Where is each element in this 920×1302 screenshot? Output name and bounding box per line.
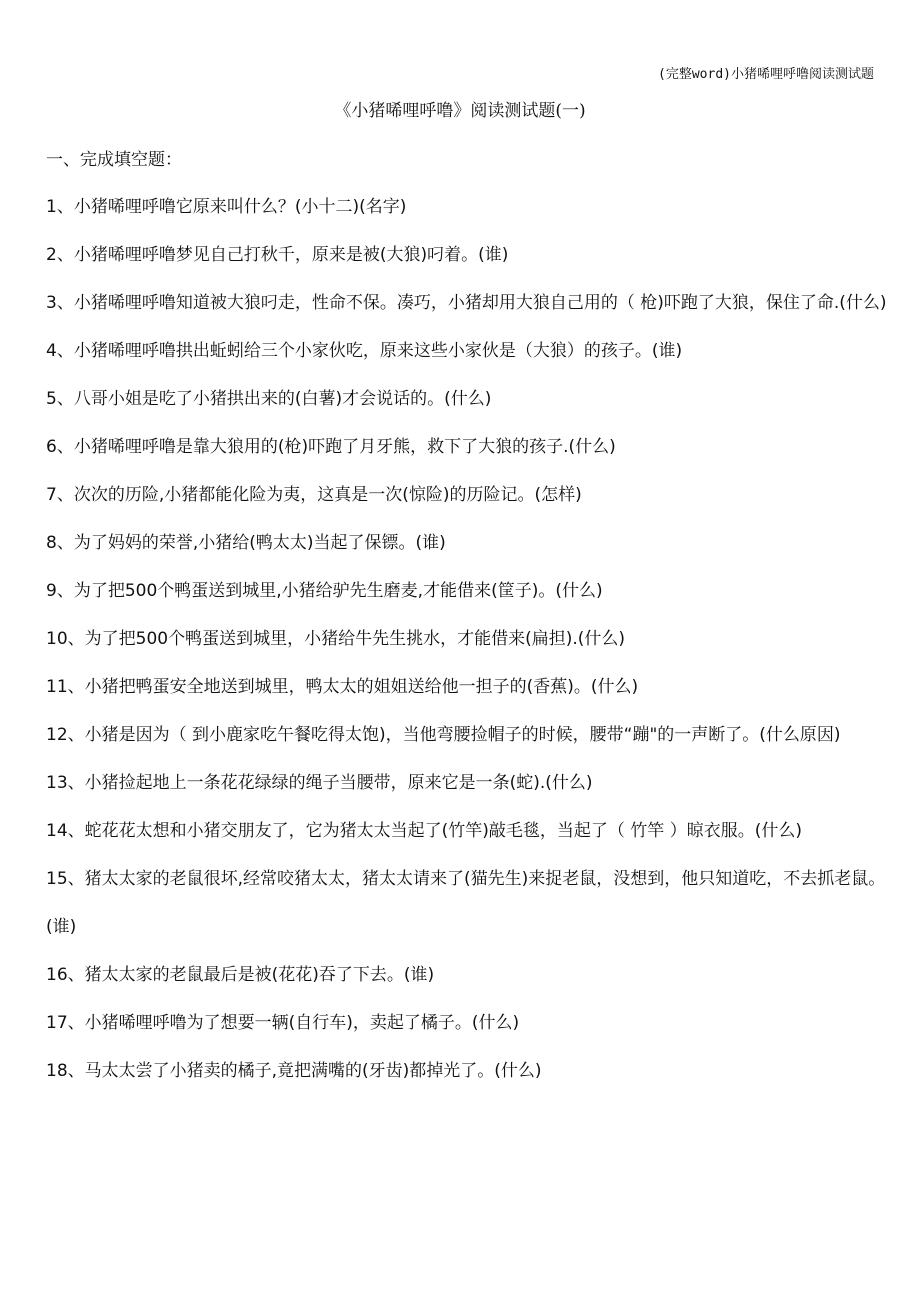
question-item: 5、八哥小姐是吃了小猪拱出来的(白薯)才会说话的。(什么): [46, 389, 492, 409]
question-item: 1、小猪唏哩呼噜它原来叫什么？(小十二)(名字): [46, 197, 407, 217]
question-item: 7、次次的历险,小猪都能化险为夷，这真是一次(惊险)的历险记。(怎样): [46, 485, 582, 505]
question-item: 2、小猪唏哩呼噜梦见自己打秋千，原来是被(大狼)叼着。(谁): [46, 245, 509, 265]
question-item: 12、小猪是因为（ 到小鹿家吃午餐吃得太饱)，当他弯腰捡帽子的时候，腰带“蹦"的一声断了。(什么原因): [46, 725, 841, 745]
question-item: 8、为了妈妈的荣誉,小猪给(鸭太太)当起了保镖。(谁): [46, 533, 446, 553]
question-item: 14、蛇花花太想和小猪交朋友了，它为猪太太当起了(竹竿)敲毛毯，当起了（ 竹竿 ）晾衣服。(什么): [46, 821, 802, 841]
question-item: 3、小猪唏哩呼噜知道被大狼叼走，性命不保。凑巧，小猪却用大狼自己用的（ 枪)吓跑了大狼，保住了命.(什么): [46, 293, 887, 313]
question-item: 10、为了把500个鸭蛋送到城里，小猪给牛先生挑水，才能借来(扁担).(什么): [46, 629, 626, 649]
question-item: 9、为了把500个鸭蛋送到城里,小猪给驴先生磨麦,才能借来(筐子)。(什么): [46, 581, 603, 601]
question-item: 16、猪太太家的老鼠最后是被(花花)吞了下去。(谁): [46, 965, 435, 985]
question-item: 6、小猪唏哩呼噜是靠大狼用的(枪)吓跑了月牙熊，救下了大狼的孩子.(什么): [46, 437, 616, 457]
question-list: [46, 195, 888, 1107]
question-item: 15、猪太太家的老鼠很坏,经常咬猪太太，猪太太请来了(猫先生)来捉老鼠，没想到，他只知道吃，不去抓老鼠。(谁): [46, 869, 886, 937]
running-header: (完整word)小猪唏哩呼噜阅读测试题: [658, 67, 874, 82]
question-item: 13、小猪捡起地上一条花花绿绿的绳子当腰带，原来它是一条(蛇).(什么): [46, 773, 593, 793]
question-item: 4、小猪唏哩呼噜拱出蚯蚓给三个小家伙吃，原来这些小家伙是（大狼）的孩子。(谁): [46, 341, 683, 361]
question-item: 18、马太太尝了小猪卖的橘子,竟把满嘴的(牙齿)都掉光了。(什么): [46, 1061, 542, 1081]
question-item: 17、小猪唏哩呼噜为了想要一辆(自行车)，卖起了橘子。(什么): [46, 1013, 520, 1033]
question-item: 11、小猪把鸭蛋安全地送到城里，鸭太太的姐姐送给他一担子的(香蕉)。(什么): [46, 677, 639, 697]
section-heading: 一、完成填空题：: [46, 150, 182, 170]
document-title: 《小猪唏哩呼噜》阅读测试题(一): [334, 101, 586, 121]
